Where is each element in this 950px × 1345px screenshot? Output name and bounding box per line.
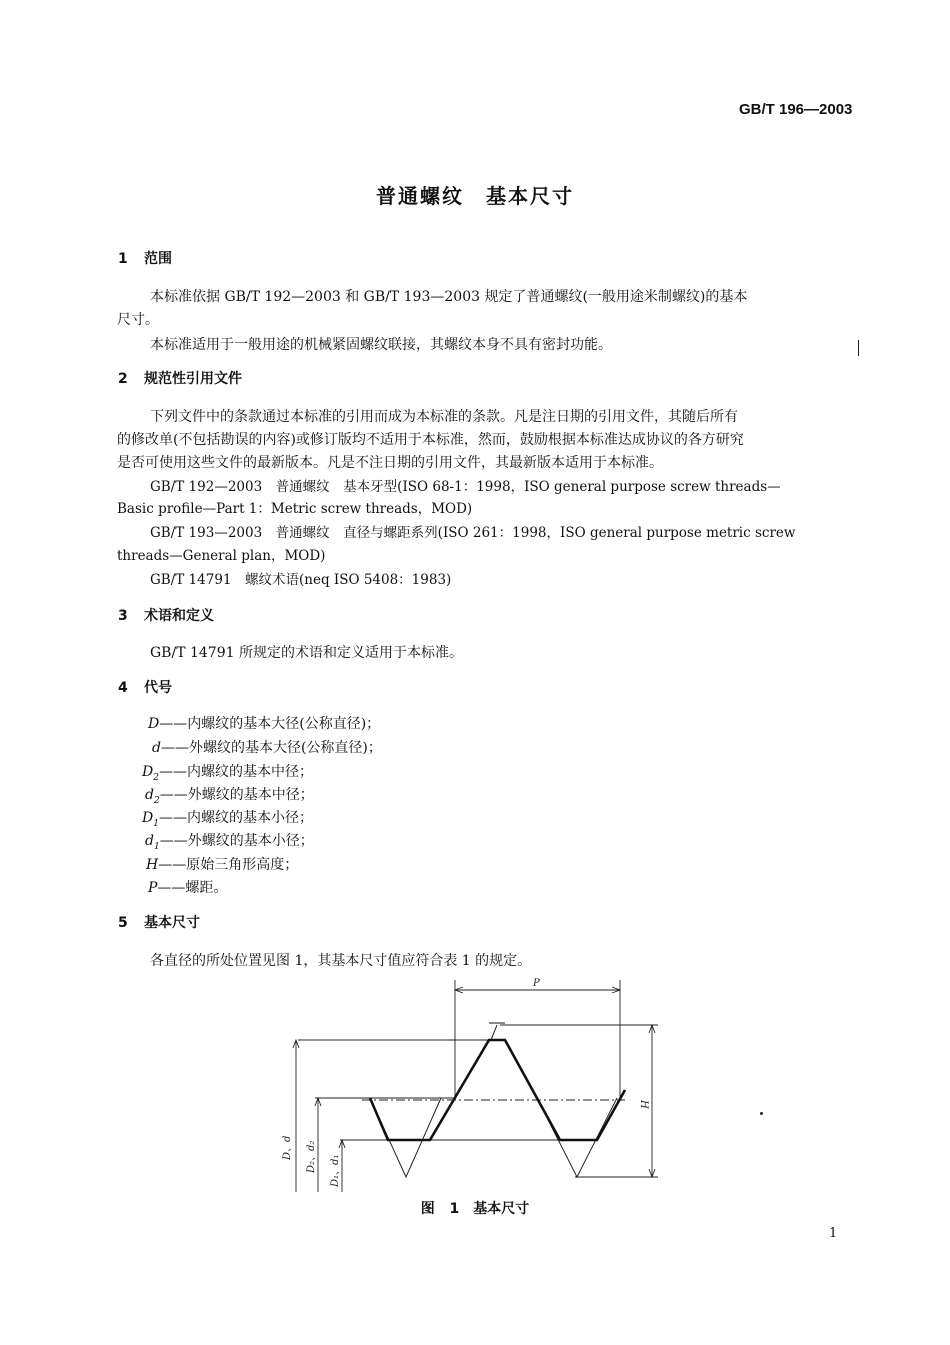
reference-2-line-2: threads—General plan，MOD) (117, 548, 326, 564)
thread-profile-line (370, 1040, 625, 1140)
reference-3: GB/T 14791 螺纹术语(neq ISO 5408：1983) (150, 572, 452, 588)
symbol: D (142, 810, 154, 826)
reference-2-line-1: GB/T 193—2003 普通螺纹 直径与螺距系列(ISO 261：1998，ISO general purpose metric screw (150, 525, 796, 541)
document-title: 普通螺纹 基本尺寸 (376, 184, 574, 208)
section-number: 3 (118, 608, 128, 624)
symbol: D (148, 716, 160, 732)
stray-mark (760, 1112, 763, 1115)
symbol: d (145, 833, 154, 849)
section-number: 1 (118, 251, 128, 267)
symbol: H (146, 857, 159, 873)
symbol: P (148, 880, 158, 896)
reference-1-line-1: GB/T 192—2003 普通螺纹 基本牙型(ISO 68-1：1998，ISO general purpose screw threads— (150, 479, 781, 495)
major-diameter-label: D、d (282, 1135, 293, 1160)
symbol-subscript: 1 (153, 818, 159, 829)
symbol-subscript: 1 (153, 841, 160, 852)
symbol: D (142, 764, 154, 780)
symbol: d (152, 740, 161, 756)
standard-number: GB/T 196—2003 (739, 101, 853, 118)
normative-intro-line-2: 的修改单(不包括勘误的内容)或修订版均不适用于本标准，然而，鼓励根据本标准达成协议的各方研究 (117, 432, 744, 448)
section-title: 规范性引用文件 (144, 371, 242, 387)
symbol-subscript: 2 (153, 795, 160, 806)
height-label: H (638, 1100, 649, 1109)
pitch-diameter-label: D₂、d₂ (306, 1140, 317, 1173)
normative-intro-line-3: 是否可使用这些文件的最新版本。凡是不注日期的引用文件，其最新版本适用于本标准。 (117, 455, 663, 471)
pitch-label: P (533, 978, 540, 989)
section-title: 代号 (144, 680, 172, 696)
symbol-description: ——内螺纹的基本中径； (158, 764, 313, 780)
symbol-subscript: 2 (153, 772, 159, 783)
section-title: 术语和定义 (144, 608, 214, 624)
crest-flank (491, 1025, 497, 1040)
reference-lines (298, 1025, 658, 1177)
section-number: 2 (118, 371, 128, 387)
section-title: 基本尺寸 (144, 915, 200, 931)
figure-caption: 图 1 基本尺寸 (420, 1201, 530, 1217)
scope-paragraph-1-line-2: 尺寸。 (117, 312, 159, 328)
symbol-description: ——螺距。 (157, 880, 228, 896)
symbol: d (145, 787, 154, 803)
terms-paragraph: GB/T 14791 所规定的术语和定义适用于本标准。 (150, 645, 463, 661)
scope-paragraph-2: 本标准适用于一般用途的机械紧固螺纹联接，其螺纹本身不具有密封功能。 (150, 337, 612, 353)
section-number: 4 (118, 680, 128, 696)
symbol-description: ——外螺纹的基本小径； (159, 833, 314, 849)
section-number: 5 (118, 915, 128, 931)
scope-paragraph-1-line-1: 本标准依据 GB/T 192—2003 和 GB/T 193—2003 规定了普通螺纹(一般用途米制螺纹)的基本 (150, 289, 748, 305)
basic-sizes-paragraph: 各直径的所处位置见图 1，其基本尺寸值应符合表 1 的规定。 (150, 953, 532, 969)
section-title: 范围 (144, 251, 172, 267)
symbol-description: ——内螺纹的基本大径(公称直径)； (159, 716, 381, 732)
reference-1-line-2: Basic profile—Part 1：Metric screw threads，MOD) (117, 501, 473, 517)
symbol-description: ——内螺纹的基本小径； (158, 810, 313, 826)
minor-diameter-label: D₁、d₁ (330, 1154, 341, 1187)
fundamental-triangle (370, 1098, 617, 1177)
page-number: 1 (829, 1226, 838, 1241)
symbol-description: ——外螺纹的基本中径； (159, 787, 314, 803)
normative-intro-line-1: 下列文件中的条款通过本标准的引用而成为本标准的条款。凡是注日期的引用文件，其随后所有 (150, 409, 738, 425)
symbol-description: ——外螺纹的基本大径(公称直径)； (160, 740, 382, 756)
symbol-description: ——原始三角形高度； (158, 857, 299, 873)
